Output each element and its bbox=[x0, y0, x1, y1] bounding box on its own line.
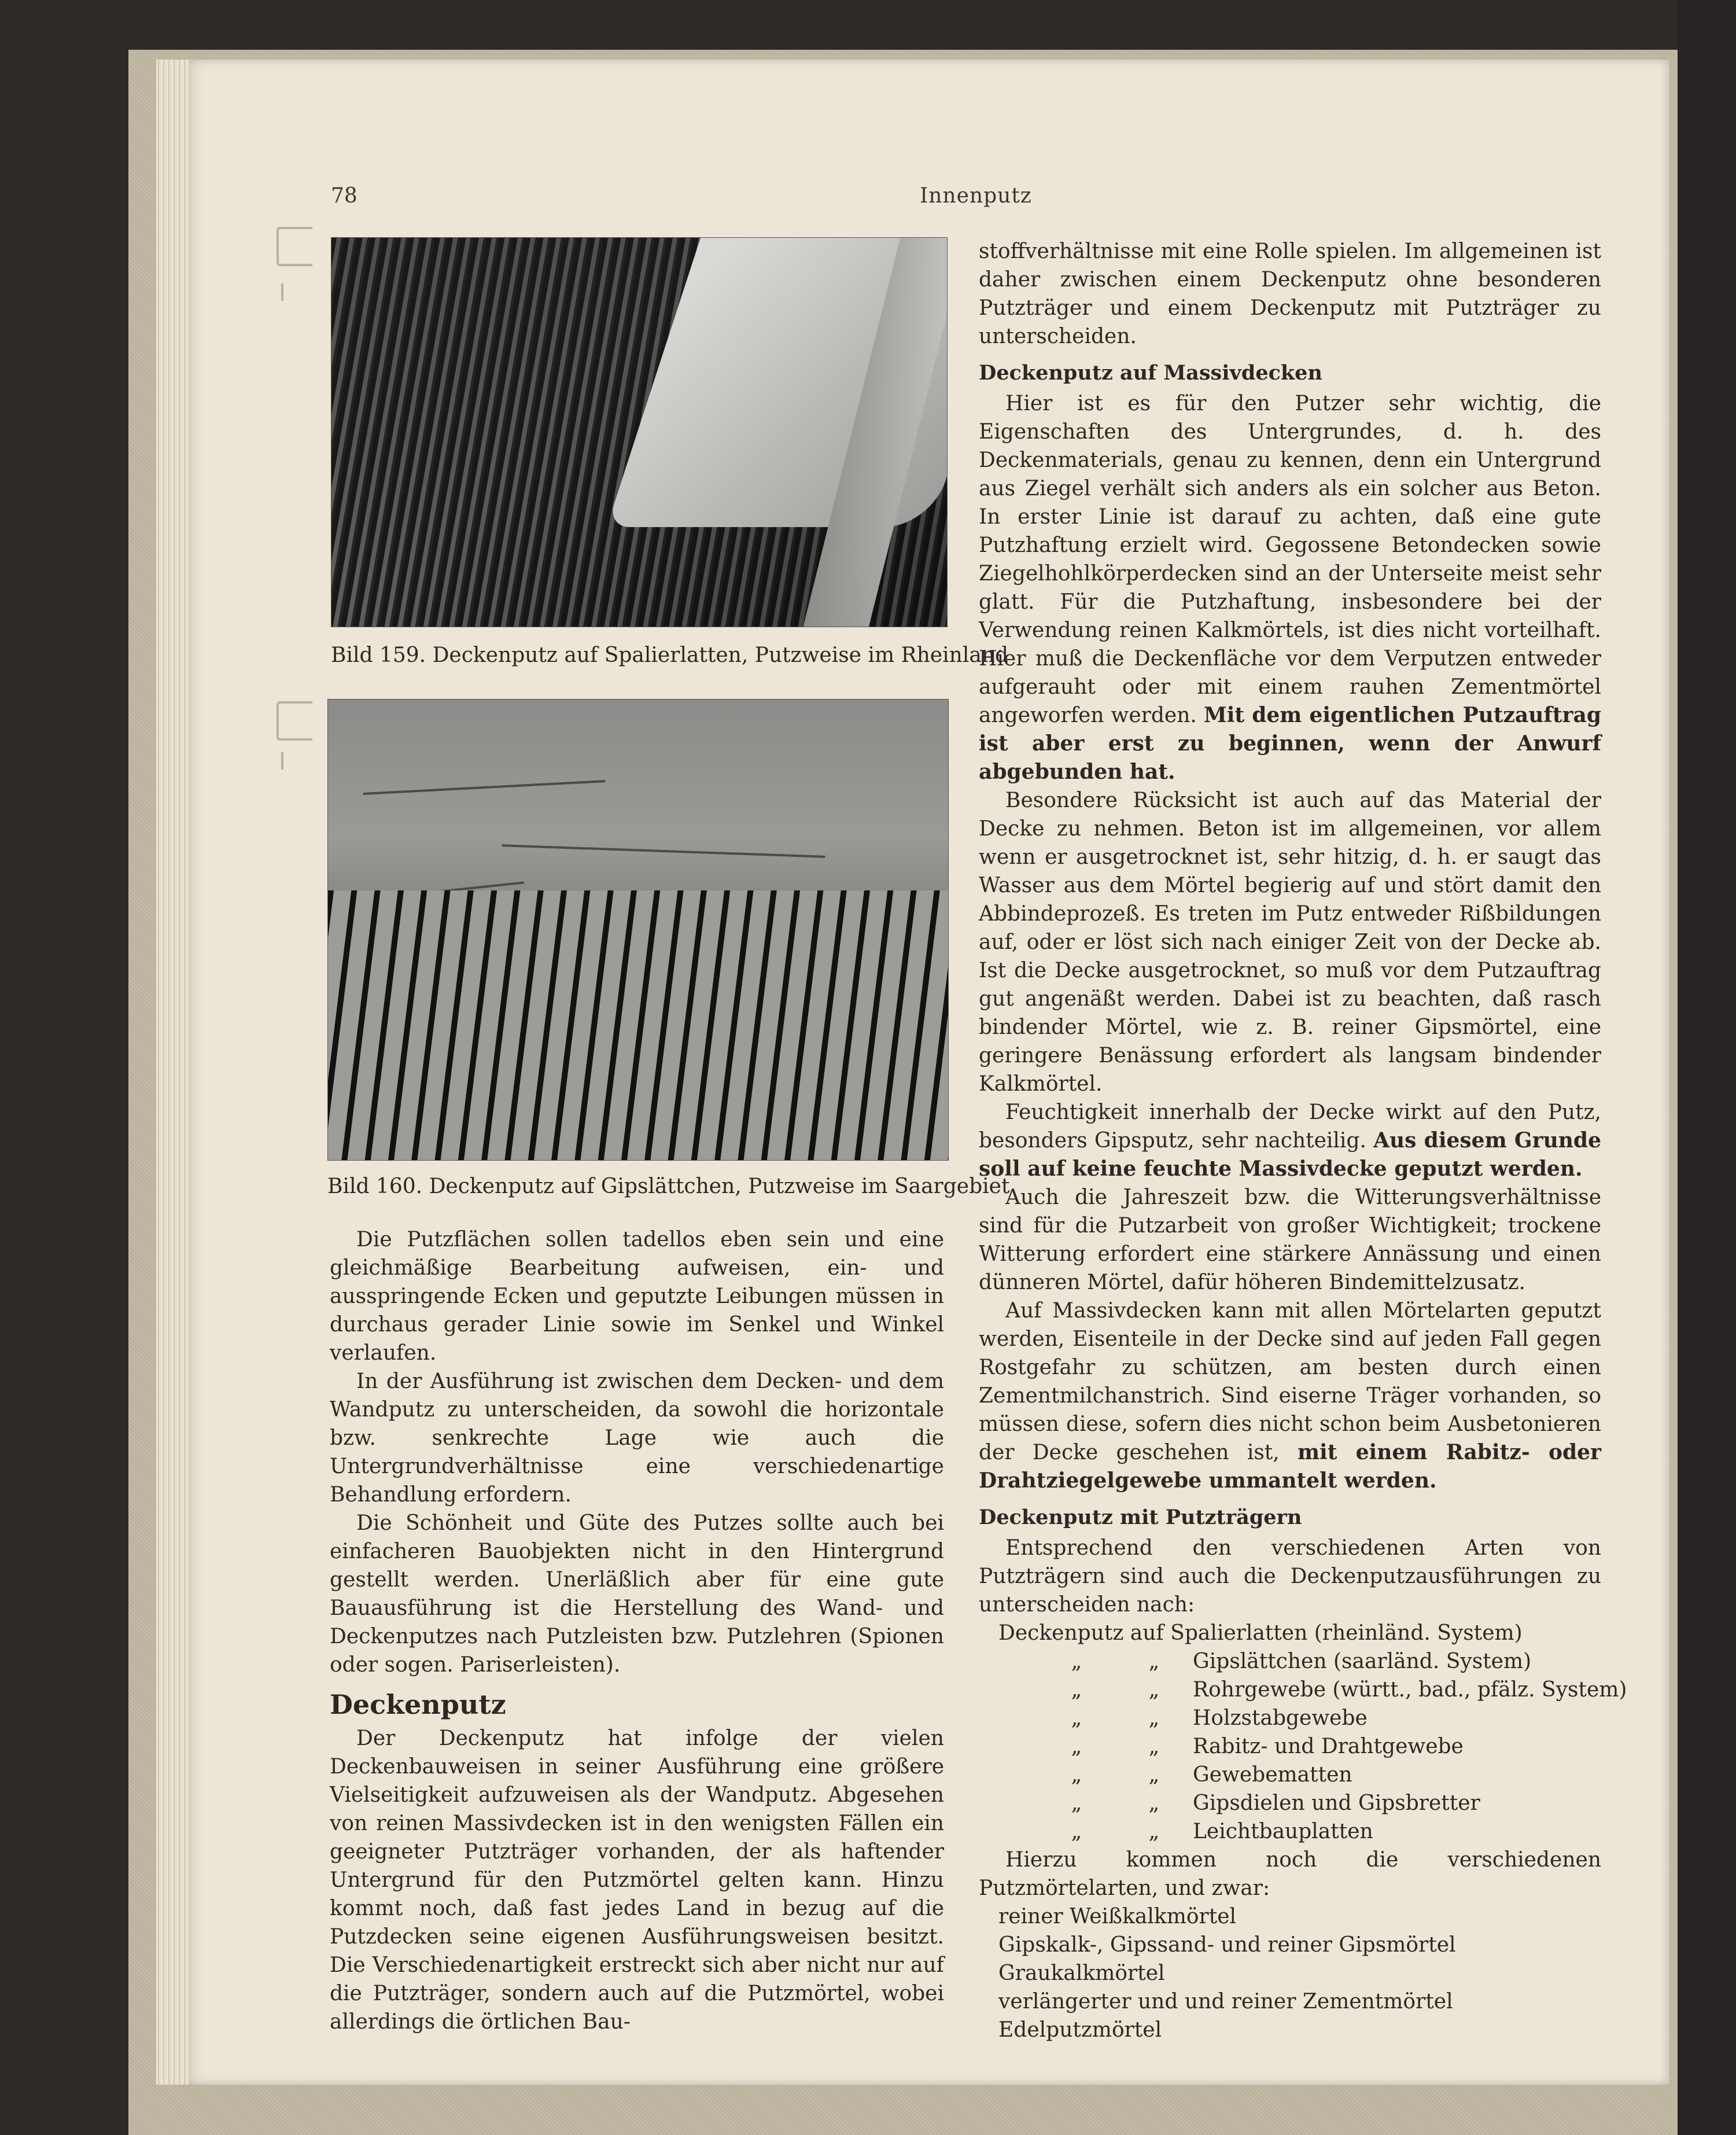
list-item-text: Rabitz- und Drahtgewebe bbox=[1193, 1735, 1464, 1758]
photo-ceiling-trellis-laths bbox=[331, 237, 948, 627]
list-item-text: Gipsdielen und Gipsbretter bbox=[1193, 1791, 1480, 1815]
paragraph: Hierzu kommen noch die verschiedenen Putzmörtelarten, und zwar: bbox=[979, 1848, 1601, 1900]
margin-tick bbox=[281, 284, 283, 301]
paragraph-text: Hier ist es für den Putzer sehr wichtig, die Eigenschaften des Untergrundes, d. h. des Deckenmaterials, genau zu kennen, denn ein Untergrund aus Ziegel verhält sich anders als ein solcher aus Beton. In erster Linie ist darauf zu achten, daß eine gute Putzhaftung erzielt wird. Gegossene Betondecken sowie Ziegelhohlkörperdecken sind an der Unterseite meist sehr glatt. Für die Putzhaftung, insbesondere bei der Verwendung reinen Kalkmörtels, ist dies nicht vorteilhaft. Hier muß die Deckenfläche vor dem Verputzen entweder aufgerauht oder mit einem rauhen Zementmörtel angeworfen werden. bbox=[979, 392, 1601, 727]
paragraph bbox=[979, 1297, 1601, 1495]
emphasis: Mit dem eigentlichen Putzauftrag ist aber erst zu beginnen, wenn der Anwurf abgebunden hat. bbox=[979, 703, 1601, 784]
list-item bbox=[979, 1761, 1601, 1789]
list-item bbox=[979, 1817, 1601, 1846]
list-item-text: Gewebematten bbox=[1193, 1763, 1352, 1787]
paragraph: Die Schönheit und Güte des Putzes sollte auch bei einfacheren Bauobjekten nicht in den Hintergrund gestellt werden. Unerläßlich aber für eine gute Bauausführung ist die Herstellung des Wand- und Deckenputzes nach Putzleisten bzw. Putzlehren (Spionen oder sogen. Pariserleisten). bbox=[330, 1511, 944, 1677]
section-heading: Deckenputz bbox=[330, 1689, 506, 1720]
running-head: Innenputz bbox=[920, 184, 1032, 208]
photo-crack bbox=[502, 844, 825, 858]
ditto-mark: „ bbox=[1071, 1820, 1082, 1843]
ditto-mark: „ bbox=[1148, 1791, 1160, 1815]
list-item-text: Holzstabgewebe bbox=[1193, 1706, 1368, 1730]
ditto-mark: „ bbox=[1148, 1820, 1160, 1843]
paragraph: Der Deckenputz hat infolge der vielen Deckenbauweisen in seiner Ausführung eine größere Vielseitigkeit aufzuweisen als der Wandputz. Abgesehen von reinen Massivdecken ist in den wenigsten Fällen ein geeigneter Putzträger vorhanden, der als haftender Untergrund für den Putzmörtel gelten kann. Hinzu kommt noch, daß fast jedes Land in bezug auf die Putzdecken seine eigenen Ausführungsweisen besitzt. Die Verschiedenartigkeit erstreckt sich aber nicht nur auf die Putzträger, sondern auch auf die Putzmörtel, wobei allerdings die örtlichen Bau- bbox=[330, 1727, 944, 2034]
paragraph bbox=[979, 389, 1601, 786]
ditto-mark: „ bbox=[1071, 1791, 1082, 1815]
mortar-item: reiner Weißkalkmörtel bbox=[998, 1905, 1237, 1928]
list-item bbox=[979, 1676, 1627, 1704]
scan-background-strip bbox=[1678, 0, 1736, 2135]
figure-caption-160: Bild 160. Deckenputz auf Gipslättchen, Putzweise im Saargebiet bbox=[327, 1175, 1010, 1198]
paragraph: stoffverhältnisse mit eine Rolle spielen. Im allgemeinen ist daher zwischen einem Deckenputz ohne besonderen Putzträger und einem Deckenputz mit Putzträger zu unterscheiden. bbox=[979, 240, 1601, 348]
ditto-mark: „ bbox=[1148, 1678, 1160, 1702]
subsection-heading: Deckenputz auf Massivdecken bbox=[979, 361, 1322, 385]
paragraph-text: Auf Massivdecken kann mit allen Mörtelarten geputzt werden, Eisenteile in der Decke sind auf jeden Fall gegen Rostgefahr zu schützen, am besten durch einen Zementmilchanstrich. Sind eiserne Träger vorhanden, so müssen diese, sofern dies nicht schon beim Ausbetonieren der Decke geschehen ist, bbox=[979, 1299, 1601, 1464]
ditto-mark: „ bbox=[1148, 1706, 1160, 1730]
mortar-item: Graukalkmörtel bbox=[998, 1961, 1165, 1985]
emphasis: Aus diesem Grunde soll auf keine feuchte Massivdecke geputzt werden. bbox=[979, 1128, 1601, 1181]
list-item-text: Leichtbauplatten bbox=[1193, 1820, 1373, 1843]
list-item bbox=[979, 1647, 1601, 1676]
ditto-mark: „ bbox=[1148, 1735, 1160, 1758]
mortar-item: Edelputzmörtel bbox=[998, 2018, 1162, 2042]
paragraph bbox=[979, 1098, 1601, 1183]
mortar-item: Gipskalk-, Gipssand- und reiner Gipsmörtel bbox=[998, 1933, 1456, 1957]
list-item bbox=[979, 1732, 1601, 1761]
paragraph: Die Putzflächen sollen tadellos eben sein und eine gleichmäßige Bearbeitung aufweisen, ein- und ausspringende Ecken und geputzte Leibungen müssen in durchaus gerader Linie sowie im Senkel und Winkel verlaufen. bbox=[330, 1228, 944, 1365]
photo-shading bbox=[331, 238, 947, 627]
margin-tab-mark bbox=[277, 701, 312, 741]
ditto-mark: „ bbox=[1071, 1678, 1082, 1702]
list-item bbox=[979, 1789, 1601, 1817]
paragraph: Entsprechend den verschiedenen Arten von Putzträgern sind auch die Deckenputzausführungen zu unterscheiden nach: bbox=[979, 1536, 1601, 1617]
list-item-text: Gipslättchen (saarländ. System) bbox=[1193, 1650, 1532, 1673]
margin-tick bbox=[281, 752, 283, 770]
page-edges bbox=[156, 60, 190, 2085]
ditto-mark: „ bbox=[1148, 1650, 1160, 1673]
subsection-heading: Deckenputz mit Putzträgern bbox=[979, 1505, 1302, 1529]
paragraph: In der Ausführung ist zwischen dem Decken- und dem Wandputz zu unterscheiden, da sowohl die horizontale bzw. senkrechte Lage wie auch die Untergrundverhältnisse eine verschiedenartige Behandlung erfordern. bbox=[330, 1370, 944, 1507]
ditto-mark: „ bbox=[1148, 1763, 1160, 1787]
ditto-mark: „ bbox=[1071, 1706, 1082, 1730]
right-column bbox=[979, 237, 1627, 2044]
list-item bbox=[979, 1704, 1601, 1732]
list-item-text: Rohrgewebe (württ., bad., pfälz. System) bbox=[1193, 1678, 1627, 1702]
margin-tab-mark bbox=[277, 227, 312, 266]
list-item: Deckenputz auf Spalierlatten (rheinländ. System) bbox=[998, 1621, 1523, 1645]
photo-ceiling-gypsum-laths bbox=[327, 699, 949, 1161]
paragraph: Besondere Rücksicht ist auch auf das Material der Decke zu nehmen. Beton ist im allgemeinen, vor allem wenn er ausgetrocknet ist, sehr hitzig, d. h. er saugt das Wasser aus dem Mörtel begierig auf und stört damit den Abbindeprozeß. Es treten im Putz entweder Rißbildungen auf, oder er löst sich nach einiger Zeit von der Decke ab. Ist die Decke ausgetrocknet, so muß vor dem Putzauftrag gut angenäßt werden. Dabei ist zu beachten, daß rasch bindender Mörtel, wie z. B. reiner Gipsmörtel, eine geringere Benässung erfordert als langsam bindender Kalkmörtel. bbox=[979, 789, 1601, 1096]
ditto-mark: „ bbox=[1071, 1650, 1082, 1673]
photo-lath-slats bbox=[328, 890, 948, 1160]
figure-caption-159: Bild 159. Deckenputz auf Spalierlatten, Putzweise im Rheinland bbox=[331, 643, 1009, 667]
mortar-item: verlängerter und und reiner Zementmörtel bbox=[998, 1990, 1453, 2013]
paragraph: Auch die Jahreszeit bzw. die Witterungsverhältnisse sind für die Putzarbeit von großer Wichtigkeit; trockene Witterung erfordert eine stärkere Annässung und einen dünneren Mörtel, dafür höheren Bindemittelzusatz. bbox=[979, 1186, 1601, 1294]
emphasis: mit einem Rabitz- oder Drahtziegelgewebe ummantelt werden. bbox=[979, 1440, 1601, 1493]
photo-crack bbox=[363, 780, 606, 795]
ditto-mark: „ bbox=[1071, 1735, 1082, 1758]
left-column bbox=[330, 1225, 944, 2036]
paragraph-text: Feuchtigkeit innerhalb der Decke wirkt auf den Putz, besonders Gipsputz, sehr nachteilig. bbox=[979, 1100, 1601, 1153]
page-number: 78 bbox=[331, 184, 357, 208]
ditto-mark: „ bbox=[1071, 1763, 1082, 1787]
